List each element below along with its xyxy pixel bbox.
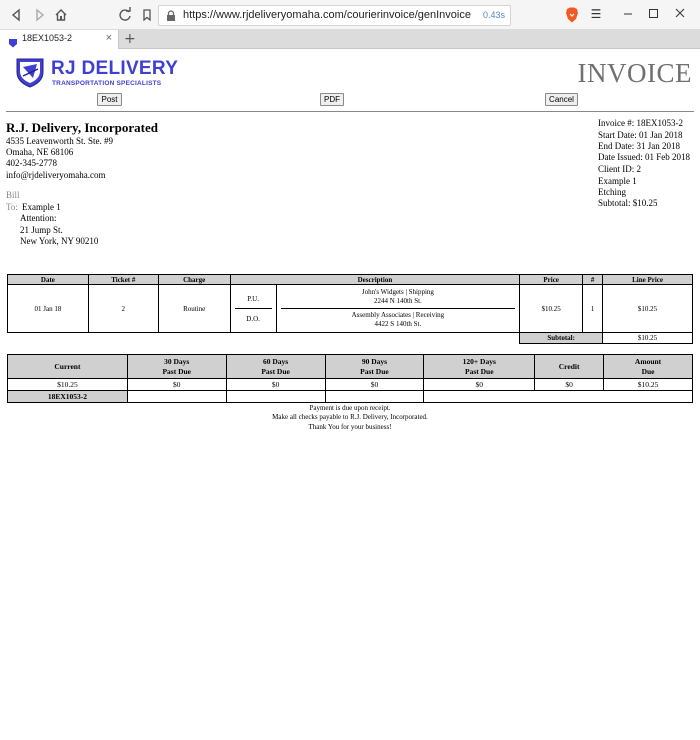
brave-lion-icon[interactable]: [565, 7, 579, 23]
pdf-button[interactable]: PDF: [320, 93, 344, 106]
lock-icon: [164, 9, 178, 23]
reload-icon[interactable]: [116, 6, 134, 24]
bill-to-name: Example 1: [22, 202, 61, 212]
aging-header-120: 120+ Days Past Due: [424, 355, 535, 379]
browser-tab[interactable]: [0, 30, 119, 49]
aging-90: $0: [325, 379, 424, 391]
address-bar[interactable]: [158, 5, 511, 26]
charges-subtotal-row: [8, 333, 693, 344]
aging-invoice-ref: 18EX1053-2: [8, 391, 128, 403]
browser-toolbar: [0, 0, 700, 30]
menu-icon[interactable]: ☰: [590, 7, 602, 21]
col-header-description: Description: [230, 275, 520, 285]
aging-30: $0: [127, 379, 226, 391]
bookmark-icon[interactable]: [138, 6, 156, 24]
company-email: info@rjdeliveryomaha.com: [6, 170, 106, 180]
maximize-icon[interactable]: [643, 5, 663, 23]
load-time: 0.43s: [482, 10, 505, 20]
footer-payment-terms: Payment is due upon receipt.: [309, 404, 391, 412]
subtotal-value: $10.25: [603, 333, 693, 344]
url-text: https://www.rjdeliveryomaha.com/courierinvoice/genInvoice: [183, 9, 471, 21]
row-charge: Routine: [158, 285, 230, 333]
aging-60: $0: [226, 379, 325, 391]
bill-label: Bill: [6, 190, 20, 200]
row-qty: 1: [583, 285, 603, 333]
aging-header-amount-due: Amount Due: [604, 355, 693, 379]
post-button[interactable]: Post: [97, 93, 122, 106]
shield-logo-icon: [15, 56, 45, 88]
invoice-title: INVOICE: [577, 58, 692, 88]
bill-to-city: New York, NY 90210: [20, 236, 99, 246]
col-header-charge: Charge: [158, 275, 230, 285]
pickup-description: [281, 287, 516, 309]
close-icon[interactable]: [670, 5, 690, 23]
row-price: $10.25: [520, 285, 583, 333]
row-description: [276, 285, 520, 333]
company-address-2: Omaha, NE 68106: [6, 147, 74, 157]
col-header-line-price: Line Price: [603, 275, 693, 285]
footer-checks-payable: Make all checks payable to R.J. Delivery, Incorporated.: [272, 413, 428, 421]
aging-credit: $0: [535, 379, 604, 391]
bill-to-attention: Attention:: [20, 213, 57, 223]
tab-title: 18EX1053-2: [22, 33, 73, 43]
pickup-address: 2244 N 140th St.: [373, 297, 422, 305]
header-divider: [6, 111, 694, 112]
do-label: D.O.: [246, 314, 260, 323]
tab-close-icon[interactable]: ×: [105, 32, 112, 44]
aging-current: $10.25: [8, 379, 128, 391]
row-date: 01 Jan 18: [8, 285, 89, 333]
new-tab-button[interactable]: +: [124, 31, 136, 47]
company-phone: 402-345-2778: [6, 158, 57, 168]
aging-header-30: 30 Days Past Due: [127, 355, 226, 379]
row-pu-do: [230, 285, 276, 333]
logo-brand-text: RJ DELIVERY: [51, 58, 179, 79]
minimize-icon[interactable]: [618, 5, 638, 23]
logo-tagline: TRANSPORTATION SPECIALISTS: [52, 80, 162, 87]
footer-thank-you: Thank You for your business!: [308, 423, 392, 431]
aging-header-row: [8, 355, 693, 379]
bill-to-street: 21 Jump St.: [20, 225, 63, 235]
aging-120: $0: [424, 379, 535, 391]
dropoff-address: 4422 S 140th St.: [374, 320, 422, 328]
charges-header-row: [8, 275, 693, 285]
subtotal-label: Subtotal:: [520, 333, 603, 344]
invoice-number: Invoice #: 18EX1053-2: [598, 118, 683, 128]
company-address-1: 4535 Leavenworth St. Ste. #9: [6, 136, 113, 146]
row-line-price: $10.25: [603, 285, 693, 333]
back-icon[interactable]: [8, 6, 26, 24]
aging-header-credit: Credit: [535, 355, 604, 379]
forward-icon[interactable]: [30, 6, 48, 24]
tab-strip: [0, 30, 700, 49]
aging-values-row: [8, 379, 693, 391]
aging-amount-due: $10.25: [604, 379, 693, 391]
aging-ref-row: [8, 391, 693, 403]
aging-header-90: 90 Days Past Due: [325, 355, 424, 379]
pu-label: P.U.: [235, 289, 272, 309]
pickup-name: John's Widgets | Shipping: [361, 288, 434, 296]
client-id: Client ID: 2: [598, 164, 641, 174]
company-logo: [15, 56, 215, 90]
company-name: R.J. Delivery, Incorporated: [6, 120, 159, 135]
date-issued: Date Issued: 01 Feb 2018: [598, 152, 690, 162]
col-header-price: Price: [520, 275, 583, 285]
aging-table: [7, 354, 693, 403]
meta-subtotal: Subtotal: $10.25: [598, 198, 658, 208]
charges-table: [7, 274, 693, 344]
to-label: To:: [6, 202, 18, 212]
home-icon[interactable]: [52, 6, 70, 24]
col-header-date: Date: [8, 275, 89, 285]
col-header-qty: #: [583, 275, 603, 285]
client-name: Example 1: [598, 176, 637, 186]
row-ticket: 2: [88, 285, 158, 333]
dropoff-name: Assembly Associates | Receiving: [351, 311, 445, 319]
start-date: Start Date: 01 Jan 2018: [598, 130, 683, 140]
invoice-page: [0, 50, 700, 740]
dropoff-description: [281, 309, 516, 330]
cancel-button[interactable]: Cancel: [545, 93, 578, 106]
department: Etching: [598, 187, 626, 197]
aging-header-60: 60 Days Past Due: [226, 355, 325, 379]
rj-delivery-favicon-icon: [8, 35, 18, 45]
end-date: End Date: 31 Jan 2018: [598, 141, 680, 151]
aging-header-current: Current: [8, 355, 128, 379]
col-header-ticket: Ticket #: [88, 275, 158, 285]
